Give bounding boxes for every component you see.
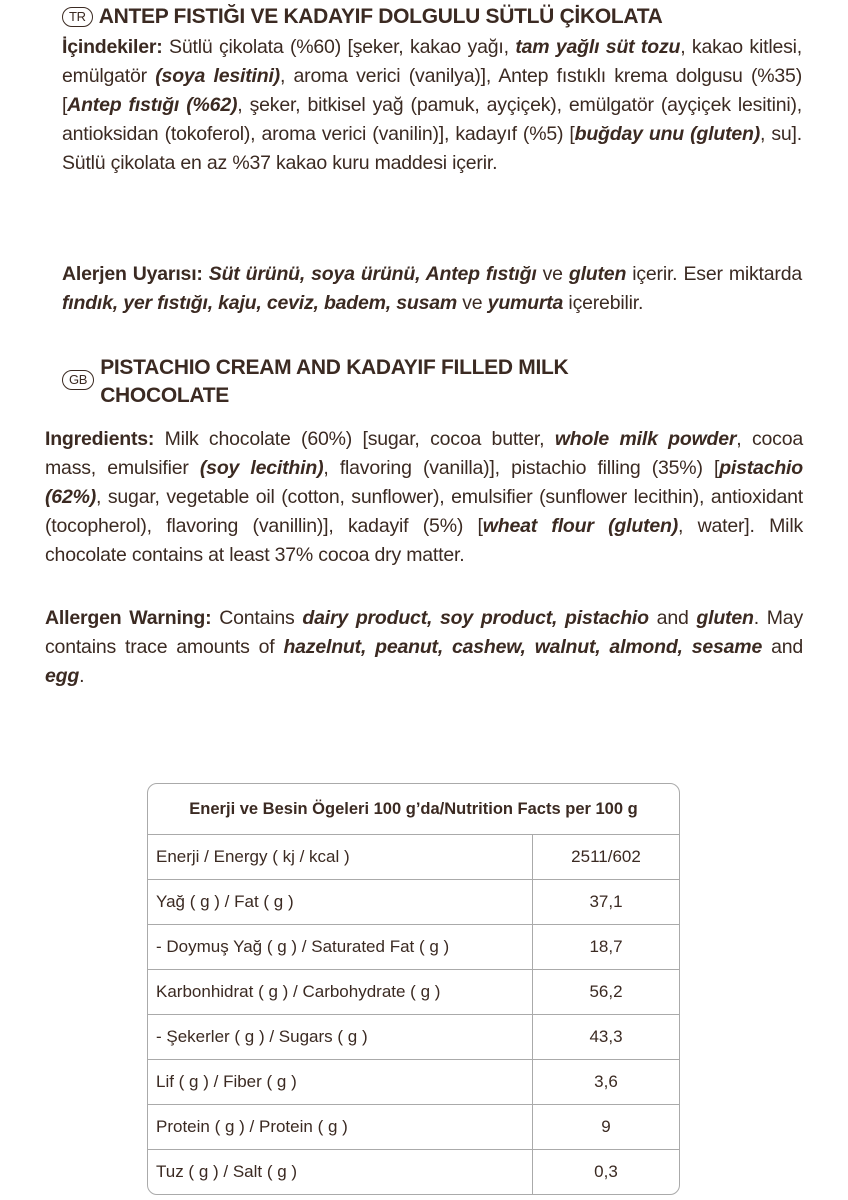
emphasis-text: (soy lecithin) [199,457,324,479]
nutrient-value: 2511/602 [532,834,679,879]
body-text: and [648,607,697,629]
nutrient-label: Tuz ( g ) / Salt ( g ) [148,1149,532,1194]
nutrient-label: Karbonhidrat ( g ) / Carbohydrate ( g ) [148,969,532,1014]
nutrient-value: 18,7 [532,924,679,969]
body-text: Milk chocolate (60%) [sugar, cocoa butter, [154,428,555,450]
emphasis-text: whole milk powder [554,428,737,450]
nutrient-value: 3,6 [532,1059,679,1104]
nutrient-label: Protein ( g ) / Protein ( g ) [148,1104,532,1149]
emphasis-text: Süt ürünü, soya ürünü, Antep fıstığı [208,263,537,285]
table-row [148,1149,679,1194]
emphasis-text: wheat flour (gluten) [482,515,679,537]
body-text: , aroma verici (vanilya)], Antep fıstıklı krema dolgusu (%35) [ [62,65,802,116]
table-row [148,1104,679,1149]
tr-ingredients [62,33,802,178]
body-text: içerir. Eser miktarda [626,263,802,285]
nutrient-label: - Şekerler ( g ) / Sugars ( g ) [148,1014,532,1059]
body-text: Contains [211,607,303,629]
nutrition-header: Enerji ve Besin Ögeleri 100 g’da/Nutrition Facts per 100 g [189,799,638,818]
nutrient-value: 56,2 [532,969,679,1014]
emphasis-text: hazelnut, peanut, cashew, walnut, almond, sesame [283,636,763,658]
body-text: and [762,636,803,658]
body-text: , cocoa mass, emulsifier [45,428,803,479]
nutrient-label: Enerji / Energy ( kj / kcal ) [148,834,532,879]
body-text: , kakao kitlesi, emülgatör [62,36,803,87]
emphasis-text: dairy product, soy product, pistachio [302,607,649,629]
emphasis-text: İçindekiler: [62,36,163,58]
emphasis-text: Allergen Warning: [45,607,212,629]
body-text: Sütlü çikolata (%60) [şeker, kakao yağı, [162,36,516,58]
emphasis-text: Ingredients: [45,428,155,450]
nutrient-value: 37,1 [532,879,679,924]
body-text: ve [457,292,488,314]
emphasis-text: buğday unu (gluten) [574,123,761,145]
gb-allergen-warning [45,604,803,691]
nutrient-value: 0,3 [532,1149,679,1194]
emphasis-text: yumurta [487,292,564,314]
emphasis-text: egg [45,665,80,687]
body-text: , şeker, bitkisel yağ (pamuk, ayçiçek), emülgatör (ayçiçek lesitini), antioksidan (tokoferol), aroma verici (vanilin)], kadayıf (%5) [ [62,94,802,145]
nutrition-table [147,783,680,1195]
nutrient-value: 43,3 [532,1014,679,1059]
body-text: , flavoring (vanilla)], pistachio filling (35%) [ [323,457,720,479]
emphasis-text: gluten [568,263,627,285]
nutrient-label: Yağ ( g ) / Fat ( g ) [148,879,532,924]
tr-title: ANTEP FISTIĞI VE KADAYIF DOLGULU SÜTLÜ ÇİKOLATA [98,5,663,28]
emphasis-text: pistachio (62%) [45,457,803,508]
body-text: içerebilir. [563,292,644,314]
emphasis-text: Antep fıstığı (%62) [67,94,238,116]
table-row [148,834,679,879]
nutrient-value: 9 [532,1104,679,1149]
emphasis-text: (soya lesitini) [155,65,280,87]
gb-ingredients [45,425,803,570]
emphasis-text: Alerjen Uyarısı: [62,263,203,285]
emphasis-text: gluten [696,607,754,629]
gb-badge: GB [62,370,94,390]
table-row [148,879,679,924]
nutrient-label: Lif ( g ) / Fiber ( g ) [148,1059,532,1104]
body-text: , water]. Milk chocolate contains at least 37% cocoa dry matter. [45,515,803,566]
table-row [148,924,679,969]
emphasis-text: tam yağlı süt tozu [515,36,681,58]
tr-heading [62,3,663,31]
table-row [148,1014,679,1059]
nutrient-label: - Doymuş Yağ ( g ) / Saturated Fat ( g ) [148,924,532,969]
gb-title: PISTACHIO CREAM AND KADAYIF FILLED MILK CHOCOLATE [100,356,569,407]
body-text: . May contains trace amounts of [45,607,803,658]
tr-badge: TR [62,7,93,27]
body-text: , sugar, vegetable oil (cotton, sunflower), emulsifier (sunflower lecithin), antioxidant (tocopherol), flavoring (vanillin)], kadayif (5%) [ [45,486,803,537]
body-text: ve [536,263,569,285]
tr-allergen-warning [62,260,802,318]
table-row [148,969,679,1014]
body-text: . [79,665,85,687]
gb-heading [62,354,682,410]
body-text: , su]. Sütlü çikolata en az %37 kakao kuru maddesi içerir. [62,123,802,174]
emphasis-text: fındık, yer fıstığı, kaju, ceviz, badem, susam [62,292,458,314]
table-row [148,1059,679,1104]
